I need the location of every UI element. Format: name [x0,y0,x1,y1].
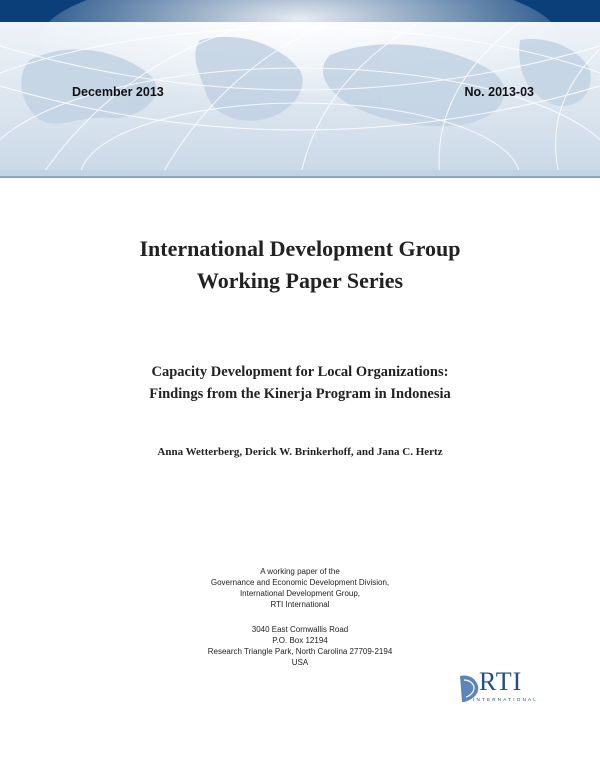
address-line: Research Triangle Park, North Carolina 27709-2194 [207,647,393,656]
paper-number: No. 2013-03 [464,85,534,99]
publisher-line: A working paper of the [260,567,340,576]
publisher-line: Governance and Economic Development Division, [210,578,390,587]
address-line: USA [291,658,309,667]
authors: Anna Wetterberg, Derick W. Brinkerhoff, and Jana C. Hertz [157,446,443,458]
publisher-info [0,566,600,610]
series-title-line2: Working Paper Series [196,268,404,293]
publisher-line: RTI International [270,600,330,609]
issue-date: December 2013 [72,85,164,99]
address-line: P.O. Box 12194 [272,636,328,645]
rti-logo-subtext: INTERNATIONAL [472,697,538,702]
rti-logo-text: RTI [479,667,523,696]
series-title-line1: International Development Group [139,236,461,261]
address-line: 3040 East Cornwallis Road [251,625,349,634]
paper-title-line2: Findings from the Kinerja Program in Indonesia [149,386,451,402]
publisher-line: International Development Group, [239,589,361,598]
paper-title-line1: Capacity Development for Local Organizations: [151,364,449,380]
mailing-address [0,624,600,668]
